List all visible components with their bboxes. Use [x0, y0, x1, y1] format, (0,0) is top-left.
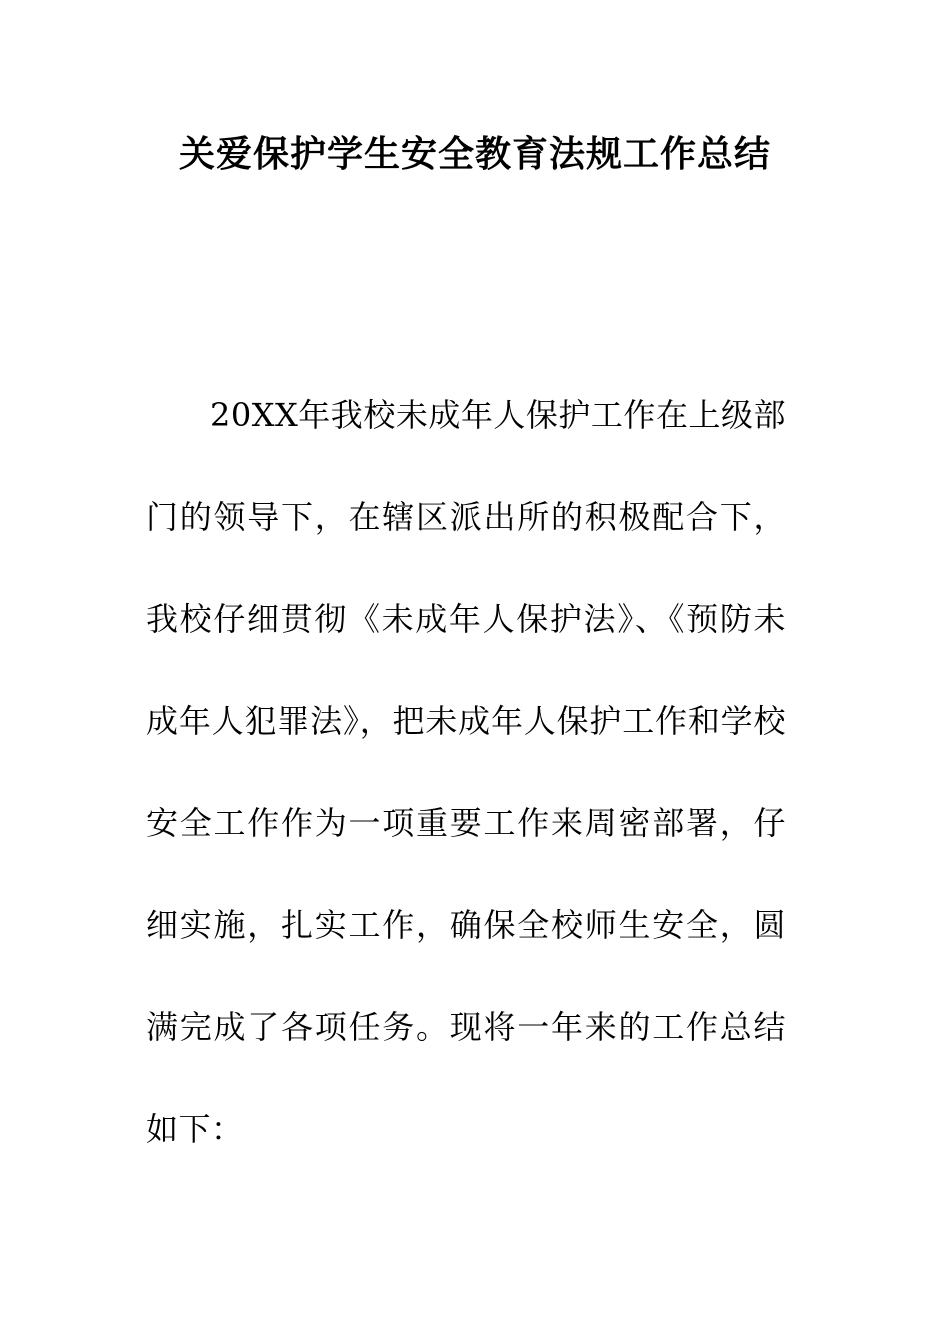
document-title: 关爱保护学生安全教育法规工作总结: [178, 134, 771, 175]
body-paragraph: 20XX年我校未成年人保护工作在上级部门的领导下，在辖区派出所的积极配合下，我校仔细贯彻《未成年人保护法》、《预防未成年人犯罪法》，把未成年人保护工作和学校安全工作作为一项重要工作来周密部署，仔细实施，扎实工作，确保全校师生安全，圆满完成了各项任务。现将一年来的工作总结如下：: [146, 396, 786, 1148]
